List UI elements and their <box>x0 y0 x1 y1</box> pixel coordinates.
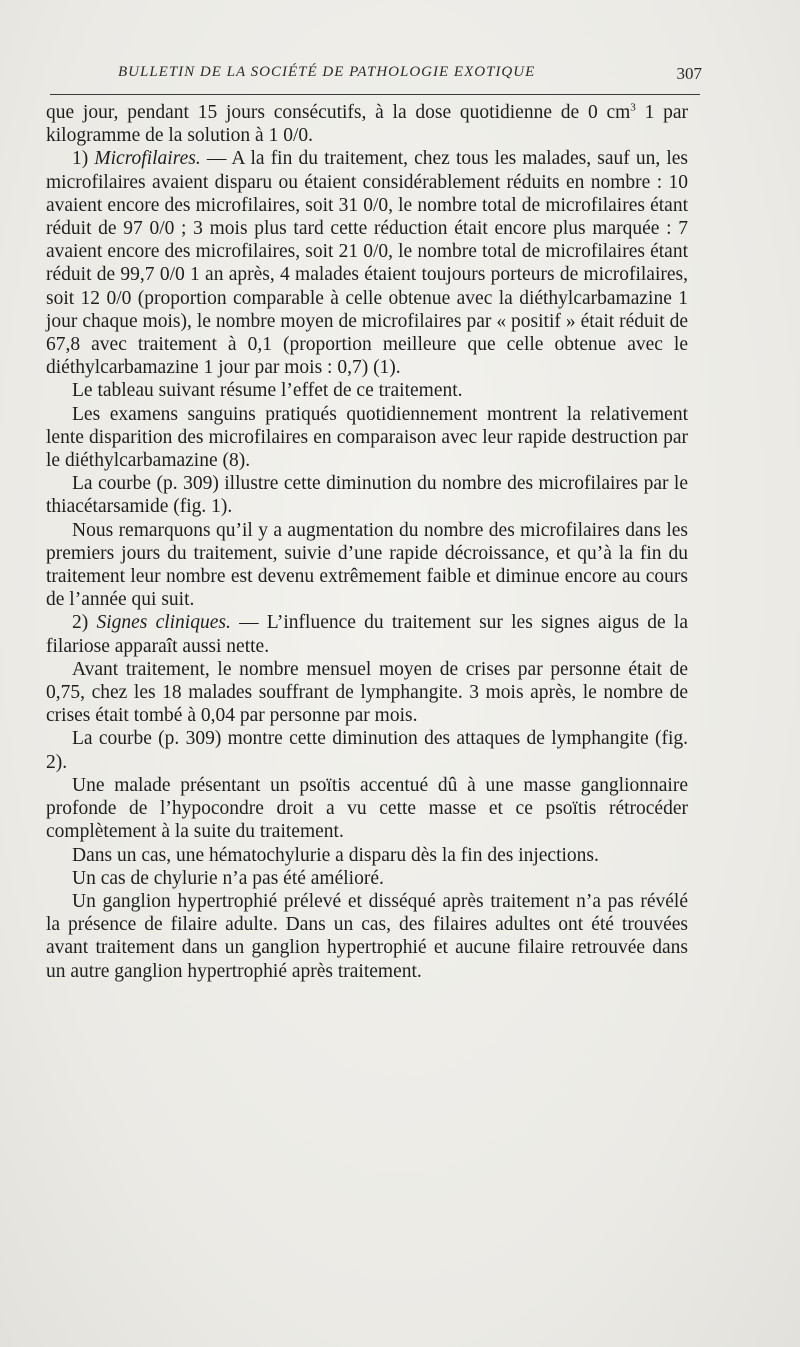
body-text <box>46 101 688 983</box>
paragraph: Avant traitement, le nombre mensuel moyen de crises par personne était de 0,75, chez les 18 malades souffrant de lymphangite. 3 mois après, le nombre de crises était tombé à 0,04 par personne par mois. <box>46 658 688 727</box>
section-title-signes-cliniques: Signes cliniques. <box>96 612 231 634</box>
page-number: 307 <box>676 64 702 83</box>
paragraph: Dans un cas, une hématochylurie a disparu dès la fin des injections. <box>72 844 599 866</box>
paragraph: Nous remarquons qu’il y a augmentation du nombre des microfilaires dans les premiers jours du traitement, suivie d’une rapide décroissance, et qu’à la fin du traitement leur nombre est devenu extrêmement faible et diminue encore au cours de l’année qui suit. <box>46 519 688 611</box>
paragraph-text: — L’influence du traitement sur les signes aigus de la filariose apparaît aussi nette. <box>46 612 688 657</box>
section-number: 1) <box>72 148 95 170</box>
page-header <box>112 62 702 88</box>
superscript: 3 <box>630 101 636 114</box>
running-title: BULLETIN DE LA SOCIÉTÉ DE PATHOLOGIE EXOTIQUE <box>118 64 536 80</box>
paragraph: Un ganglion hypertrophié prélevé et disséqué après traitement n’a pas révélé la présence de filaire adulte. Dans un cas, des filaires adultes ont été trouvées avant traitement dans un ganglion hypertrophié et aucune filaire retrouvée dans un autre ganglion hypertrophié après traitement. <box>46 890 688 982</box>
paragraph-text: — A la fin du traitement, chez tous les malades, sauf un, les microfilaires avaient disparu ou étaient considérablement réduits en nombre : 10 avaient encore des microfilaires, soit 31 0/0, le nombre total de microfilaires étant réduit de 97 0/0 ; 3 mois plus tard cette réduction était encore plus marquée : 7 avaient encore des microfilaires, soit 21 0/0, le nombre total de microfilaires étant réduit de 99,7 0/0 1 an après, 4 malades étaient toujours porteurs de microfilaires, soit 12 0/0 (proportion comparable à celle obtenue avec la diéthylcarbamazine 1 jour chaque mois), le nombre moyen de microfilaires par « positif » était réduit de 67,8 avec traitement à 0,1 (proportion meilleure que celle obtenue avec le diéthylcarbamazine 1 jour par mois : 0,7) (1). <box>46 148 688 379</box>
header-rule <box>50 94 700 95</box>
paragraph-microfilaires <box>46 147 688 379</box>
paragraph: Les examens sanguins pratiqués quotidiennement montrent la relativement lente disparition des microfilaires en comparaison avec leur rapide destruction par le diéthylcarbamazine (8). <box>46 403 688 472</box>
paragraph-text: 1 par kilogramme de la solution à 1 0/0. <box>46 102 688 147</box>
paragraph: La courbe (p. 309) montre cette diminution des attaques de lymphangite (fig. 2). <box>46 728 688 773</box>
paragraph-signes-cliniques <box>46 611 688 657</box>
paragraph: Une malade présentant un psoïtis accentué dû à une masse ganglionnaire profonde de l’hypocondre droit a vu cette masse et ce psoïtis rétrocéder complètement à la suite du traitement. <box>46 774 688 843</box>
paragraph-text: que jour, pendant 15 jours consécutifs, à la dose quotidienne de 0 cm <box>46 102 631 123</box>
paragraph: Un cas de chylurie n’a pas été amélioré. <box>72 867 384 889</box>
paragraph-continuation <box>46 101 688 147</box>
section-title-microfilaires: Microfilaires. <box>94 148 201 170</box>
paragraph: La courbe (p. 309) illustre cette diminution du nombre des microfilaires par le thiacétarsamide (fig. 1). <box>46 473 688 518</box>
section-number: 2) <box>72 612 97 634</box>
paragraph: Le tableau suivant résume l’effet de ce traitement. <box>72 380 463 402</box>
